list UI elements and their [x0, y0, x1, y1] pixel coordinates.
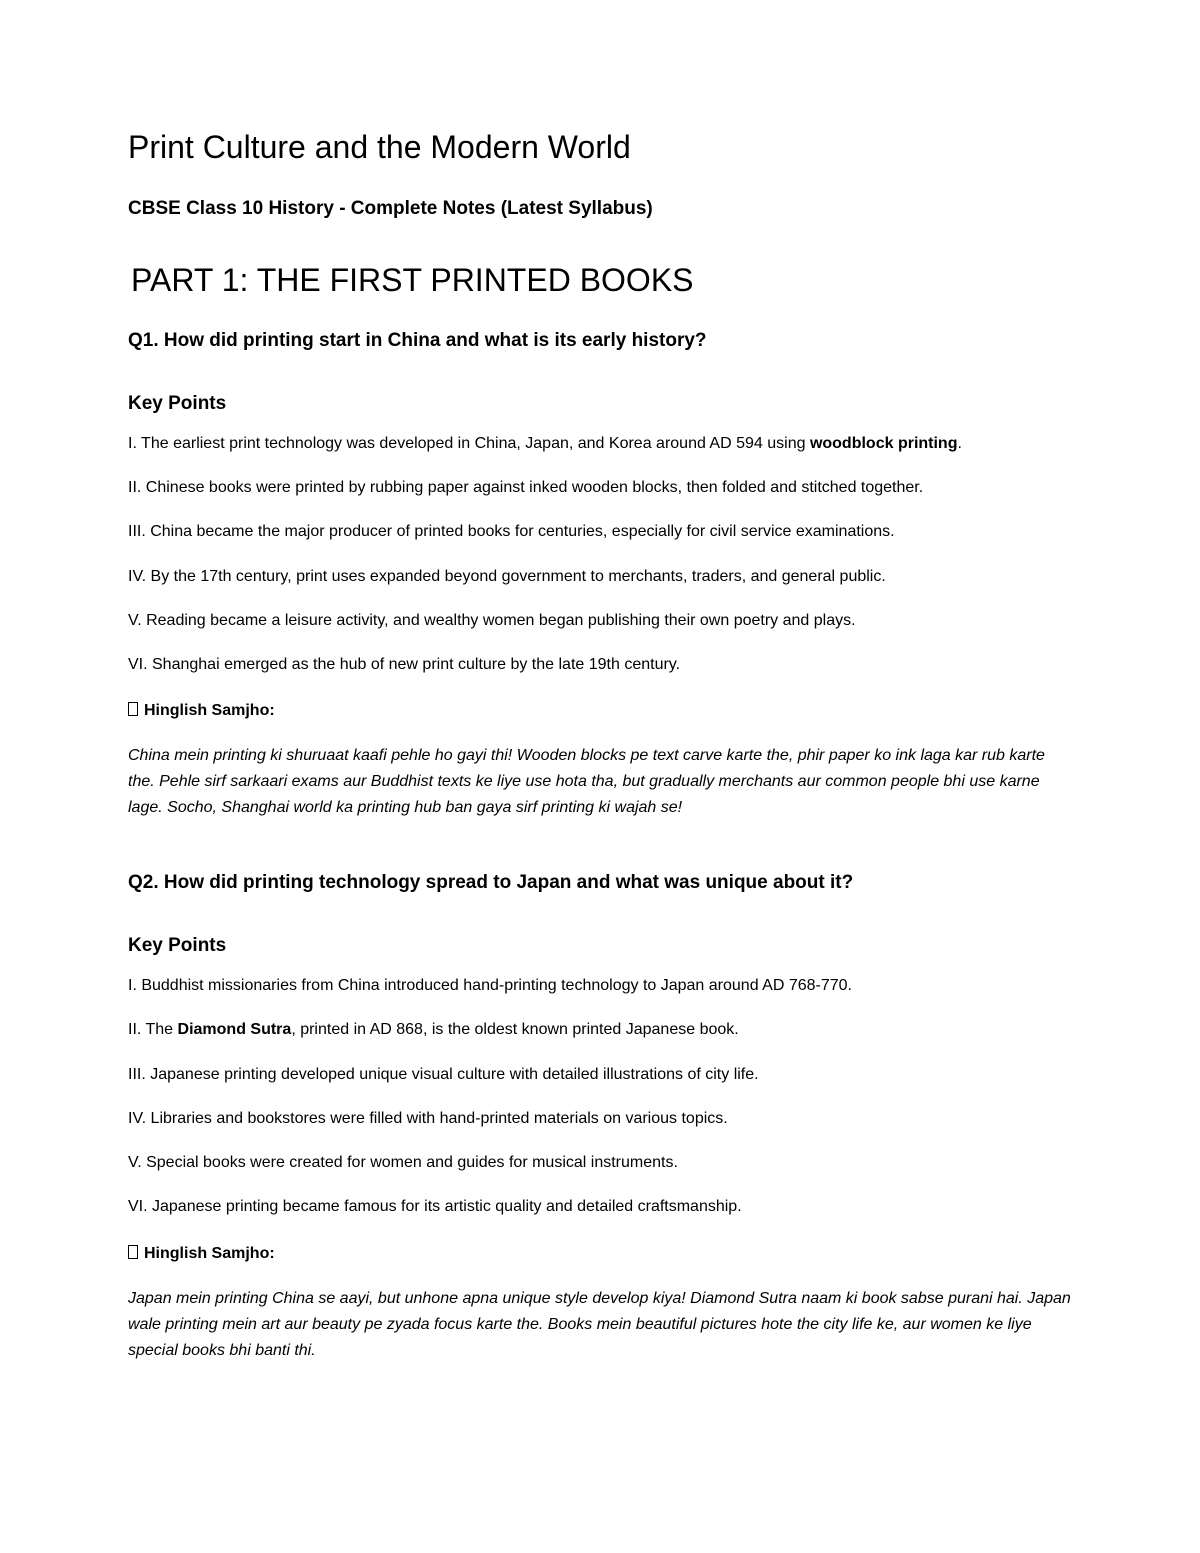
q2-hinglish-label: Hinglish Samjho: [144, 1245, 275, 1262]
q2-point-1: I. Buddhist missionaries from China introduced hand-printing technology to Japan around AD 768-770. [128, 977, 852, 994]
q2-hinglish-text: Japan mein printing China se aayi, but unhone apna unique style develop kiya! Diamond Sutra naam ki book sabse purani hai. Japan wale printing mein art aur beauty pe zyada focus karte the. Books mein beautiful pictures hote the city life ke, aur women ke liye special books bhi banti thi. [128, 1290, 1071, 1359]
q2-point-2-bold: Diamond Sutra [177, 1021, 292, 1038]
q1-point-1 [128, 435, 962, 453]
q1-point-6: VI. Shanghai emerged as the hub of new print culture by the late 19th century. [128, 656, 681, 673]
q1-point-1-text: I. The earliest print technology was developed in China, Japan, and Korea around AD 594 using [128, 435, 810, 452]
page-title: Print Culture and the Modern World [128, 129, 631, 165]
missing-glyph-icon [128, 702, 138, 716]
q1-point-1-end: . [957, 435, 962, 452]
q2-hinglish-heading [128, 1245, 275, 1263]
q1-key-points-heading: Key Points [128, 393, 227, 414]
missing-glyph-icon [128, 1245, 138, 1259]
q1-hinglish-heading [128, 702, 275, 720]
q1-hinglish-text: China mein printing ki shuruaat kaafi pehle ho gayi thi! Wooden blocks pe text carve karte the, phir paper ko ink laga kar rub karte the. Pehle sirf sarkaari exams aur Buddhist texts ke liye use hota tha, but gradually merchants aur common people bhi use karne lage. Socho, Shanghai world ka printing hub ban gaya sirf printing ki wajah se! [128, 747, 1045, 816]
q1-point-5: V. Reading became a leisure activity, and wealthy women began publishing their own poetry and plays. [128, 612, 856, 629]
q2-key-points-heading: Key Points [128, 935, 227, 956]
question-1: Q1. How did printing start in China and what is its early history? [128, 330, 707, 351]
q2-point-5: V. Special books were created for women and guides for musical instruments. [128, 1154, 678, 1171]
q1-point-3: III. China became the major producer of printed books for centuries, especially for civil service examinations. [128, 523, 895, 540]
q1-point-2: II. Chinese books were printed by rubbing paper against inked wooden blocks, then folded and stitched together. [128, 479, 924, 496]
q2-point-2-text: II. The [128, 1021, 178, 1038]
q2-point-2 [128, 1021, 739, 1039]
part-heading: PART 1: THE FIRST PRINTED BOOKS [131, 262, 694, 298]
q2-point-3: III. Japanese printing developed unique visual culture with detailed illustrations of city life. [128, 1066, 759, 1083]
q1-hinglish-label: Hinglish Samjho: [144, 702, 275, 719]
q2-point-6: VI. Japanese printing became famous for its artistic quality and detailed craftsmanship. [128, 1198, 742, 1215]
q1-point-4: IV. By the 17th century, print uses expanded beyond government to merchants, traders, and general public. [128, 568, 886, 585]
q2-point-4: IV. Libraries and bookstores were filled with hand-printed materials on various topics. [128, 1110, 728, 1127]
q2-point-2-end: , printed in AD 868, is the oldest known printed Japanese book. [291, 1021, 739, 1038]
question-2: Q2. How did printing technology spread to Japan and what was unique about it? [128, 872, 854, 893]
q1-point-1-bold: woodblock printing [809, 435, 958, 452]
page-subtitle: CBSE Class 10 History - Complete Notes (Latest Syllabus) [128, 198, 653, 219]
